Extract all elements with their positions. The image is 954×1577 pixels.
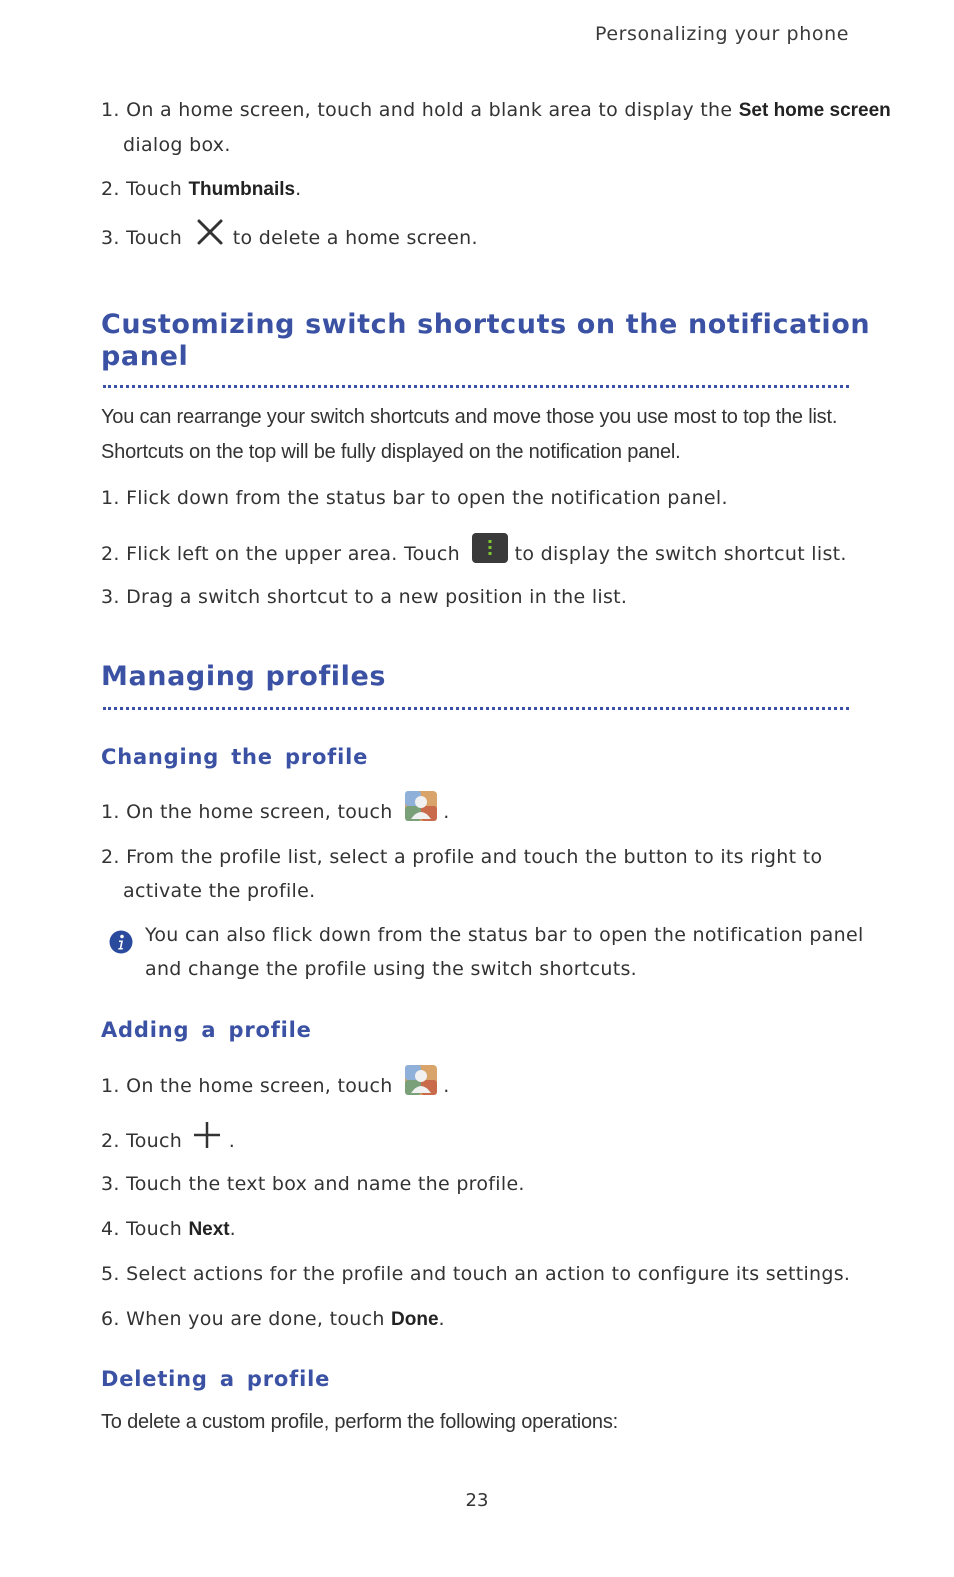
- profiles-app-icon: [405, 1065, 437, 1100]
- step-3: [101, 586, 627, 608]
- step-number: 2.: [101, 846, 120, 868]
- step-text: On the home screen, touch: [126, 1075, 399, 1097]
- step-text: Flick down from the status bar to open the notification panel.: [126, 487, 728, 509]
- step-3: [101, 226, 478, 251]
- step-2: [101, 541, 847, 568]
- step-text-end: .: [438, 1308, 445, 1330]
- step-number: 2.: [101, 1130, 120, 1152]
- step-number: 4.: [101, 1218, 120, 1240]
- section-divider: [103, 385, 849, 388]
- step-number: 3.: [101, 586, 120, 608]
- page-header-title: Personalizing your phone: [594, 23, 849, 45]
- section-title-line: panel: [101, 341, 189, 372]
- profiles-app-icon: [405, 791, 437, 826]
- step-2: [101, 1128, 235, 1155]
- section-divider: [103, 707, 849, 710]
- step-text: On the home screen, touch: [126, 801, 399, 823]
- step-text: From the profile list, select a profile and touch the button to its right to: [126, 846, 823, 868]
- step-number: 2.: [101, 543, 120, 565]
- step-2: [101, 846, 822, 868]
- section-title-line: Customizing switch shortcuts on the notification: [101, 309, 871, 340]
- step-number: 1.: [101, 99, 120, 121]
- vertical-dots-icon: [472, 533, 508, 568]
- step-text: Select actions for the profile and touch an action to configure its settings.: [126, 1263, 851, 1285]
- page-number: 23: [465, 1490, 489, 1511]
- step-3: [101, 1173, 525, 1195]
- step-5: [101, 1263, 850, 1285]
- note-line: and change the profile using the switch shortcuts.: [145, 958, 638, 980]
- section-title-switch-shortcuts: [101, 309, 870, 373]
- plus-icon: [192, 1120, 222, 1155]
- step-1: [101, 487, 728, 509]
- info-icon: [109, 930, 133, 958]
- section-title-managing-profiles: Managing profiles: [101, 661, 387, 692]
- step-2-continuation: activate the profile.: [123, 880, 316, 902]
- step-text: Touch the text box and name the profile.: [126, 1173, 525, 1195]
- done-label: Done: [391, 1309, 439, 1330]
- step-text-end: .: [295, 178, 302, 200]
- step-number: 1.: [101, 801, 120, 823]
- thumbnails-label: Thumbnails: [188, 179, 296, 200]
- step-text: Touch: [126, 178, 189, 200]
- intro-line: You can rearrange your switch shortcuts and move those you use most to top the list.: [101, 406, 838, 428]
- step-text-end: to delete a home screen.: [226, 227, 478, 249]
- step-4: [101, 1218, 236, 1241]
- step-number: 1.: [101, 487, 120, 509]
- step-number: 1.: [101, 1075, 120, 1097]
- step-text: Touch: [126, 1130, 189, 1152]
- deleting-intro: To delete a custom profile, perform the following operations:: [101, 1411, 618, 1433]
- step-text: Drag a switch shortcut to a new position in the list.: [126, 586, 628, 608]
- step-1-continuation: dialog box.: [123, 134, 231, 156]
- subsection-title-adding-profile: Adding a profile: [101, 1018, 312, 1042]
- step-text-end: .: [436, 1075, 450, 1097]
- step-1: [101, 99, 891, 122]
- step-1: [101, 1073, 450, 1100]
- subsection-title-changing-profile: Changing the profile: [101, 745, 369, 769]
- intro-line: Shortcuts on the top will be fully displayed on the notification panel.: [101, 441, 681, 463]
- step-6: [101, 1308, 445, 1331]
- note-line: You can also flick down from the status bar to open the notification panel: [145, 924, 864, 946]
- step-1: [101, 799, 450, 826]
- step-number: 6.: [101, 1308, 120, 1330]
- step-text: Flick left on the upper area. Touch: [126, 543, 467, 565]
- step-number: 3.: [101, 1173, 120, 1195]
- step-text-end: .: [229, 1218, 236, 1240]
- step-number: 5.: [101, 1263, 120, 1285]
- set-home-screen-label: Set home screen: [738, 100, 891, 121]
- step-2: [101, 178, 301, 201]
- next-label: Next: [188, 1219, 230, 1240]
- step-text: Touch: [126, 1218, 189, 1240]
- close-x-icon: [196, 218, 224, 251]
- step-text: On a home screen, touch and hold a blank area to display the: [126, 99, 739, 121]
- step-text-end: .: [436, 801, 450, 823]
- step-text: When you are done, touch: [126, 1308, 392, 1330]
- subsection-title-deleting-profile: Deleting a profile: [101, 1367, 331, 1391]
- step-text-end: .: [222, 1130, 236, 1152]
- step-number: 3.: [101, 227, 120, 249]
- step-number: 2.: [101, 178, 120, 200]
- step-text-end: to display the switch shortcut list.: [508, 543, 847, 565]
- step-text: Touch: [126, 227, 189, 249]
